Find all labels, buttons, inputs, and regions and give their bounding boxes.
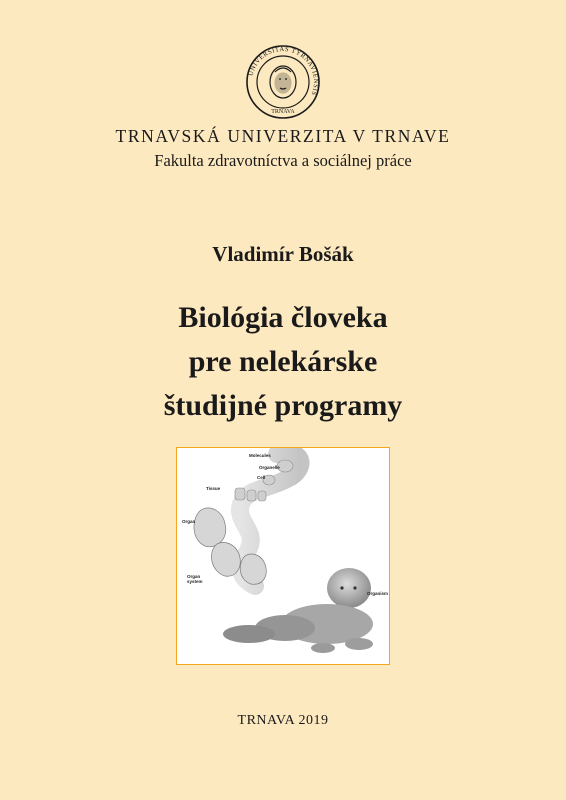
title-line-3: študijné programy <box>163 389 403 422</box>
label-molecules: Molecules <box>249 453 271 458</box>
label-organism: Organism <box>367 591 389 596</box>
author-name: Vladimír Bošák <box>212 242 354 266</box>
faculty-name: Fakulta zdravotníctva a sociálnej práce <box>154 151 412 170</box>
label-cell: Cell <box>257 475 266 480</box>
place-and-year: TRNAVA 2019 <box>237 713 329 728</box>
seal-bottom-text: TRNAVA <box>271 109 295 115</box>
label-organelle: Organelle <box>259 465 280 470</box>
cover-illustration <box>176 447 390 665</box>
label-tissue: Tissue <box>206 486 221 491</box>
book-title <box>0 296 566 428</box>
university-seal-logo <box>245 44 321 120</box>
university-name: TRNAVSKÁ UNIVERZITA V TRNAVE <box>115 126 451 146</box>
label-organ-system: Organ system <box>187 574 203 584</box>
label-organ: Organ <box>182 519 196 524</box>
title-line-2: pre nelekárske <box>188 345 378 378</box>
title-line-1: Biológia človeka <box>178 301 388 334</box>
seal-ring-text: UNIVERSITAS TYRNAVIENSIS <box>247 45 320 97</box>
